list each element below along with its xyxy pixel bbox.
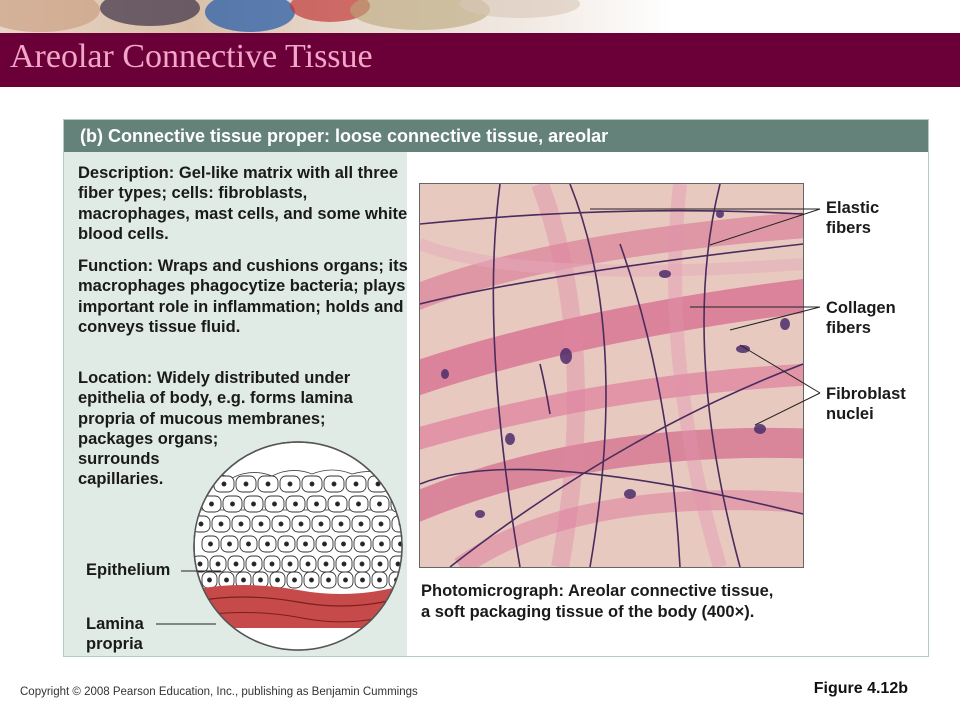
caption-line1: Areolar connective tissue, [567, 582, 774, 600]
cell-nucleus [359, 522, 363, 526]
cell-nucleus [200, 482, 204, 486]
copyright-text: Copyright © 2008 Pearson Education, Inc., publishing as Benjamin Cummings [20, 686, 418, 698]
cell-nucleus [225, 578, 229, 582]
cell-nucleus [323, 542, 327, 546]
description-heading: Description: [78, 164, 175, 182]
elastic-label-2: fibers [826, 219, 871, 237]
cell-nucleus [279, 522, 283, 526]
cell-nucleus [378, 562, 382, 566]
banner-art [0, 0, 960, 33]
cell-nucleus [266, 542, 270, 546]
function-text: Wraps and cushions organs; its macrophages phagocytize bacteria; plays important role in inflammation; holds and conveys tissue fluid. [78, 257, 408, 336]
cell-nucleus [210, 502, 214, 506]
location-text-2: epithelia of body, e.g. forms lamina [78, 389, 353, 408]
cell-nucleus [310, 578, 314, 582]
cell-nucleus [339, 522, 343, 526]
cell-nucleus [342, 562, 346, 566]
cell-nucleus [208, 578, 212, 582]
cell-nucleus [378, 502, 382, 506]
cell-nucleus [252, 562, 256, 566]
lamina-leader [156, 623, 216, 627]
panel-header [64, 120, 928, 152]
slide-title: Areolar Connective Tissue [10, 38, 373, 75]
cell-nucleus [379, 522, 383, 526]
location-text-5: surrounds [78, 450, 160, 469]
epithelium-leader [181, 570, 221, 574]
cell-nucleus [216, 562, 220, 566]
cell-nucleus [360, 562, 364, 566]
collagen-label-1: Collagen [826, 299, 896, 317]
description-text: Gel-like matrix with all three fiber types; cells: fibroblasts, macrophages, mast cells, and some white blood cells. [78, 164, 408, 243]
cell-nucleus [270, 562, 274, 566]
cell-nucleus [361, 578, 365, 582]
function-paragraph [78, 256, 408, 337]
label-leaders [580, 195, 825, 435]
cell-nucleus [276, 578, 280, 582]
cell-nucleus [310, 482, 314, 486]
cell-nucleus [293, 578, 297, 582]
elastic-label-1: Elastic [826, 199, 880, 217]
cell-nucleus [361, 542, 365, 546]
cell-nucleus [199, 522, 203, 526]
cell-nucleus [399, 502, 403, 506]
epithelial-cell [390, 476, 404, 492]
cell-nucleus [332, 482, 336, 486]
cell-nucleus [336, 502, 340, 506]
cell-nucleus [315, 502, 319, 506]
cell-nucleus [288, 482, 292, 486]
cell-nucleus [259, 522, 263, 526]
micrograph-caption [421, 581, 861, 623]
cell-nucleus [380, 542, 384, 546]
lamina-label-line1: Lamina [86, 615, 144, 633]
cell-nucleus [242, 578, 246, 582]
cell-nucleus [288, 562, 292, 566]
cell-nucleus [376, 482, 380, 486]
lamina-label-line2: propria [86, 635, 143, 653]
cell-nucleus [299, 522, 303, 526]
function-heading: Function: [78, 257, 154, 275]
cell-nucleus [324, 562, 328, 566]
cell-nucleus [247, 542, 251, 546]
epithelial-cell [192, 476, 212, 492]
panel-header-text: (b) Connective tissue proper: loose connective tissue, areolar [80, 126, 609, 146]
cell-nucleus [357, 502, 361, 506]
figure-label: Figure 4.12b [813, 680, 908, 697]
location-text-4: packages organs; [78, 429, 219, 448]
cell-nucleus [239, 522, 243, 526]
cell-nucleus [222, 482, 226, 486]
epithelium-label: Epithelium [86, 561, 171, 579]
location-text-3: propria of mucous membranes; [78, 409, 326, 428]
cell-nucleus [327, 578, 331, 582]
cell-nucleus [259, 578, 263, 582]
cell-nucleus [252, 502, 256, 506]
cell-nucleus [342, 542, 346, 546]
cell-nucleus [319, 522, 323, 526]
cell-nucleus [306, 562, 310, 566]
cell-nucleus [244, 482, 248, 486]
cell-nucleus [378, 578, 382, 582]
location-heading: Location: [78, 369, 153, 387]
cell-nucleus [219, 522, 223, 526]
tissue-illustration [192, 440, 404, 652]
location-text-1: Widely distributed under [156, 369, 351, 387]
cell-nucleus [304, 542, 308, 546]
top-decorative-banner [0, 0, 960, 33]
cell-nucleus [228, 542, 232, 546]
cell-nucleus [231, 502, 235, 506]
caption-heading: Photomicrograph: [421, 582, 564, 600]
cell-nucleus [294, 502, 298, 506]
cell-nucleus [234, 562, 238, 566]
fibroblast-label-1: Fibroblast [826, 385, 906, 403]
cell-nucleus [344, 578, 348, 582]
cell-nucleus [396, 562, 400, 566]
description-column [64, 152, 407, 656]
description-paragraph [78, 163, 408, 244]
location-text-6: capillaries. [78, 470, 164, 489]
cell-nucleus [273, 502, 277, 506]
cell-nucleus [198, 562, 202, 566]
cell-nucleus [354, 482, 358, 486]
cell-nucleus [285, 542, 289, 546]
cell-nucleus [266, 482, 270, 486]
collagen-label-2: fibers [826, 319, 871, 337]
cell-nucleus [398, 482, 402, 486]
caption-line2: a soft packaging tissue of the body (400×). [421, 603, 755, 621]
cell-nucleus [209, 542, 213, 546]
fibroblast-label-2: nuclei [826, 405, 874, 423]
